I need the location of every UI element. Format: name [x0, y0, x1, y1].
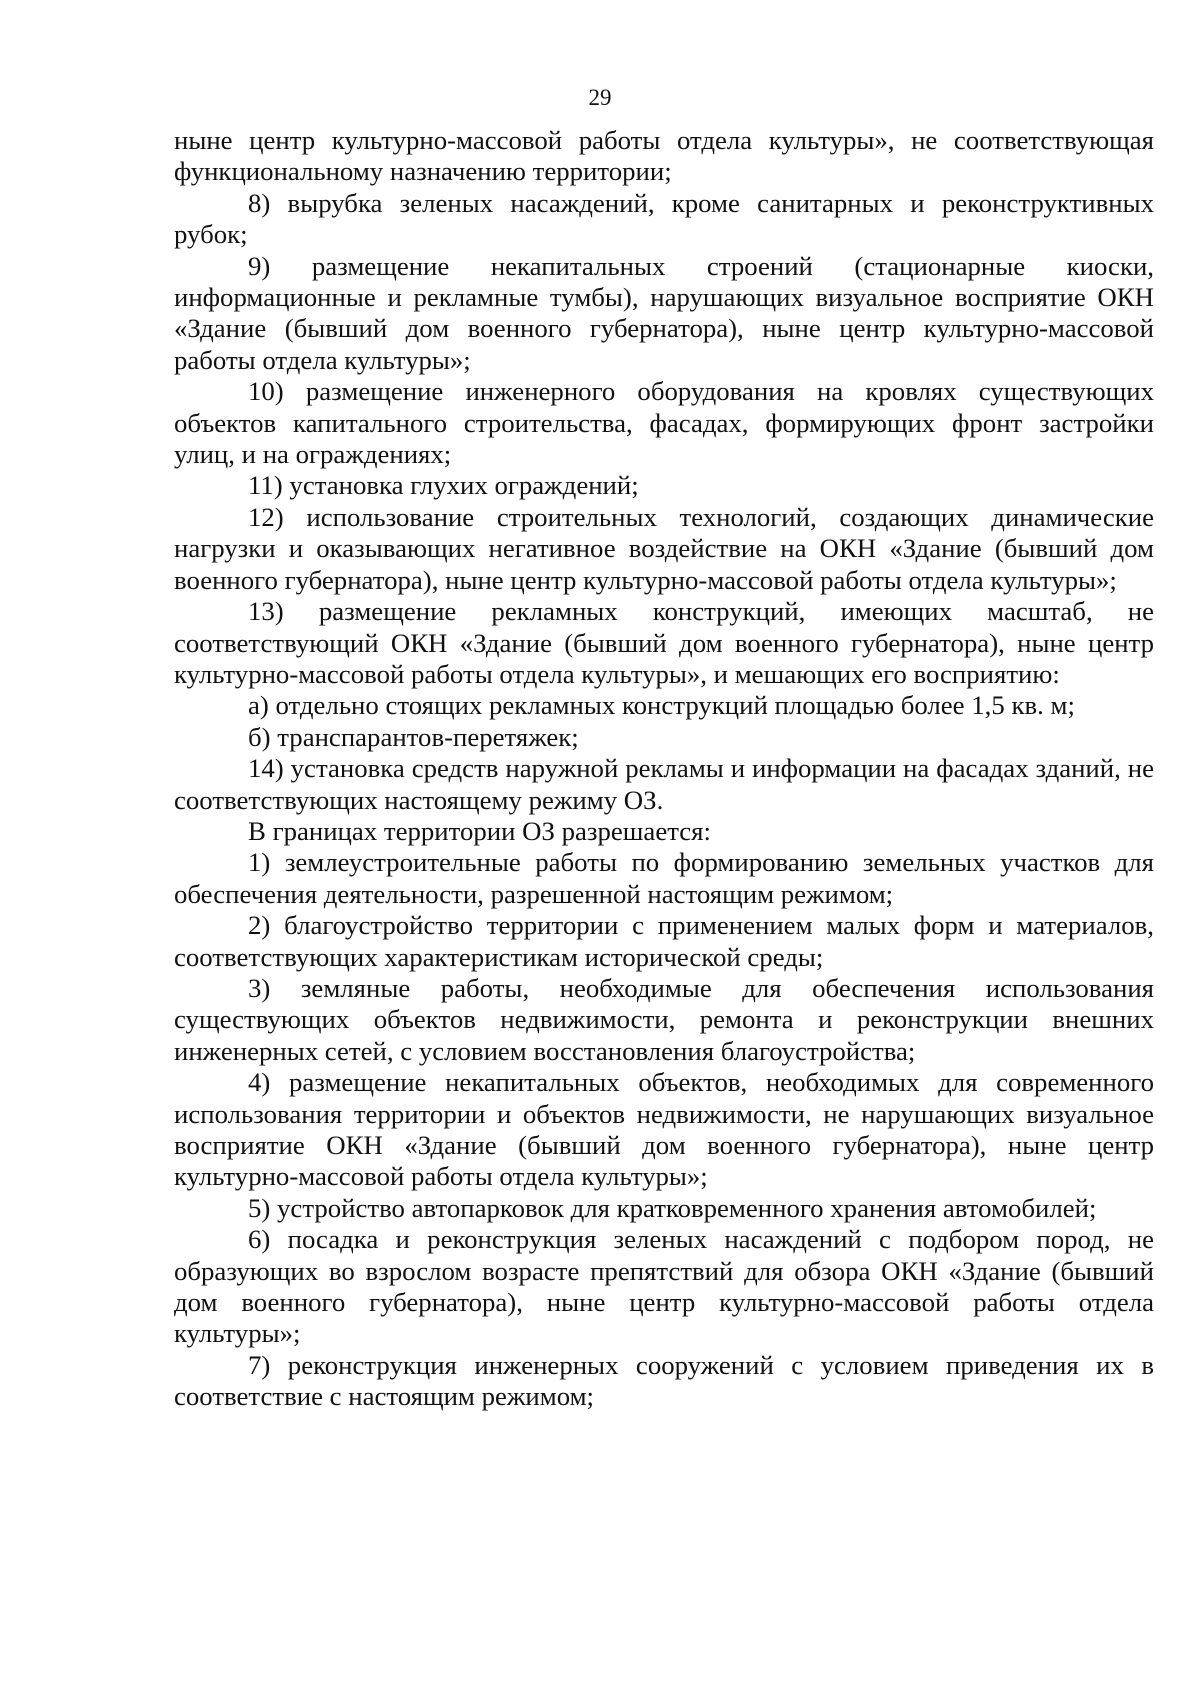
paragraph-permitted-item-6: 6) посадка и реконструкция зеленых насаждений с подбором пород, не образующих во взрослом возрасте препятствий для обзора ОКН «Здание (бывший дом военного губернатора), ныне центр культурно-массовой работы отдела культуры»;	[174, 1224, 1154, 1349]
paragraph-permitted-item-7: 7) реконструкция инженерных сооружений с условием приведения их в соответствие с настоящим режимом;	[174, 1349, 1154, 1412]
document-body	[174, 125, 1154, 1413]
paragraph-permitted-item-4: 4) размещение некапитальных объектов, необходимых для современного использования территории и объектов недвижимости, не нарушающих визуальное восприятие ОКН «Здание (бывший дом военного губернатора), ныне центр культурно-массовой работы отдела культуры»;	[174, 1067, 1154, 1192]
paragraph-permitted-heading: В границах территории ОЗ разрешается:	[248, 815, 711, 846]
paragraph-permitted-item-2: 2) благоустройство территории с применением малых форм и материалов, соответствующих характеристикам исторической среды;	[174, 910, 1154, 972]
paragraph-prohibited-item-8: 8) вырубка зеленых насаждений, кроме санитарных и реконструктивных рубок;	[174, 187, 1154, 250]
paragraph-subitem-a: а) отдельно стоящих рекламных конструкций площадью более 1,5 кв. м;	[248, 690, 1075, 721]
paragraph-prohibited-item-11: 11) установка глухих ограждений;	[248, 470, 639, 501]
paragraph-continuation: ныне центр культурно-массовой работы отдела культуры», не соответствующая функциональному назначению территории;	[174, 125, 1154, 187]
paragraph-prohibited-item-9: 9) размещение некапитальных строений (стационарные киоски, информационные и рекламные тумбы), нарушающих визуальное восприятие ОКН «Здание (бывший дом военного губернатора), ныне центр культурно-массовой работы отдела культуры»;	[174, 250, 1154, 375]
paragraph-permitted-item-1: 1) землеустроительные работы по формированию земельных участков для обеспечения деятельности, разрешенной настоящим режимом;	[174, 847, 1154, 909]
paragraph-prohibited-item-10: 10) размещение инженерного оборудования на кровлях существующих объектов капитального строительства, фасадах, формирующих фронт застройки улиц, и на ограждениях;	[174, 376, 1154, 470]
paragraph-permitted-item-5: 5) устройство автопарковок для кратковременного хранения автомобилей;	[248, 1192, 1097, 1223]
paragraph-prohibited-item-14: 14) установка средств наружной рекламы и информации на фасадах зданий, не соответствующих настоящему режиму ОЗ.	[174, 753, 1154, 815]
page-number: 29	[588, 85, 612, 110]
paragraph-permitted-item-3: 3) земляные работы, необходимые для обеспечения использования существующих объектов недвижимости, ремонта и реконструкции внешних инженерных сетей, с условием восстановления благоустройства;	[174, 972, 1154, 1066]
paragraph-prohibited-item-13: 13) размещение рекламных конструкций, имеющих масштаб, не соответствующий ОКН «Здание (бывший дом военного губернатора), ныне центр культурно-массовой работы отдела культуры», и мешающих его восприятию:	[174, 596, 1154, 689]
paragraph-prohibited-item-12: 12) использование строительных технологий, создающих динамические нагрузки и оказывающих негативное воздействие на ОКН «Здание (бывший дом военного губернатора), ныне центр культурно-массовой работы отдела культуры»;	[174, 501, 1154, 595]
paragraph-subitem-b: б) транспарантов-перетяжек;	[248, 721, 579, 752]
